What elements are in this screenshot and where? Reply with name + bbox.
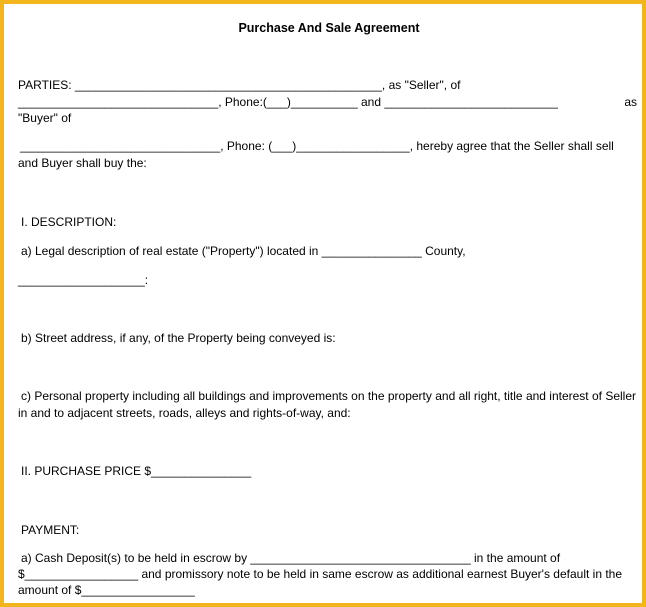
parties-line-4: ______________________________, Phone: (___)_________________, hereby agree that the Seller shall sell <box>20 139 614 153</box>
parties-line-1: PARTIES: ______________________________________________, as "Seller", of <box>18 78 461 92</box>
description-heading: I. DESCRIPTION: <box>21 215 117 229</box>
parties-line-5: and Buyer shall buy the: <box>18 156 147 170</box>
payment-a-line-1: a) Cash Deposit(s) to be held in escrow by _________________________________ in the amount of <box>21 551 561 565</box>
description-a-line-1: a) Legal description of real estate ("Property") located in _______________ County, <box>21 244 466 258</box>
payment-a-line-3: amount of $_________________ <box>18 583 195 597</box>
description-c-line-2: in and to adjacent streets, roads, alleys and rights-of-way, and: <box>18 406 351 420</box>
description-c-line-1: c) Personal property including all buildings and improvements on the property and all right, title and interest of Seller <box>21 389 636 403</box>
payment-heading: PAYMENT: <box>21 523 80 537</box>
purchase-price-line: II. PURCHASE PRICE $_______________ <box>21 464 252 478</box>
parties-line-2-end: as <box>624 95 637 109</box>
parties-line-3: "Buyer" of <box>18 111 72 125</box>
description-a-line-2: ___________________: <box>18 273 149 287</box>
payment-a-line-2: $_________________ and promissory note to be held in same escrow as additional earnest Buyer's default in the <box>18 567 623 581</box>
parties-line-2-text: ______________________________, Phone:(___)__________ and __________________________ <box>18 95 558 109</box>
document-title: Purchase And Sale Agreement <box>238 21 420 35</box>
parties-line-2 <box>18 94 637 110</box>
description-b-line: b) Street address, if any, of the Property being conveyed is: <box>21 331 336 345</box>
